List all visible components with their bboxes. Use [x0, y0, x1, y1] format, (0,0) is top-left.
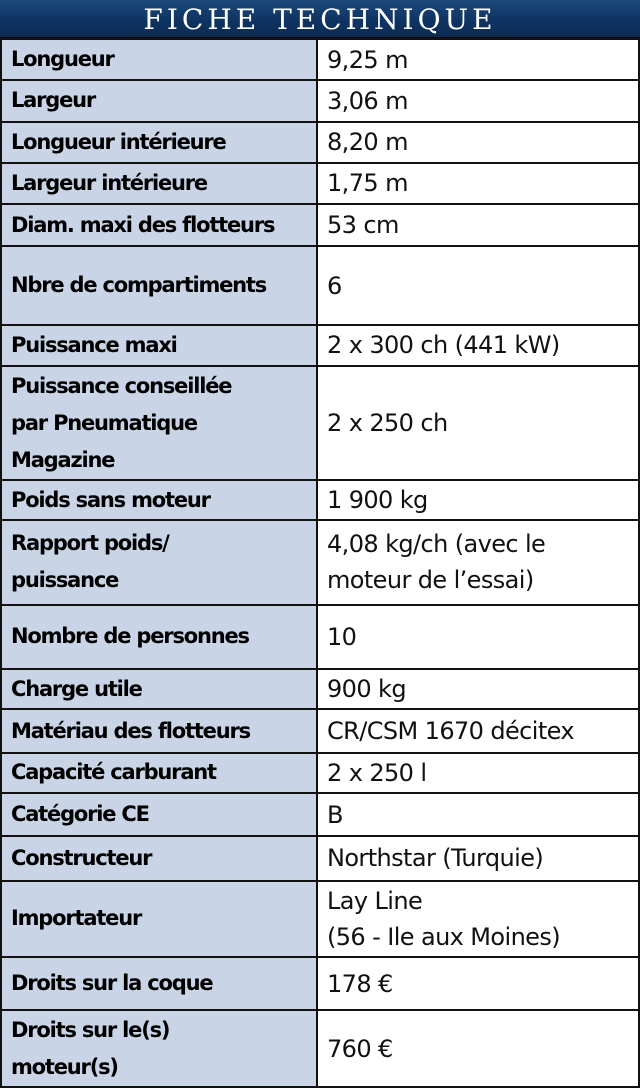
- spec-label-line: moteur(s): [11, 1054, 118, 1079]
- spec-label-line: Matériau des flotteurs: [11, 718, 250, 743]
- spec-row: [1, 957, 639, 1010]
- spec-value: [317, 669, 639, 709]
- spec-value-line: 53 cm: [327, 211, 399, 240]
- spec-label: [1, 122, 317, 163]
- spec-label-line: Rapport poids/: [11, 531, 169, 556]
- spec-row: [1, 709, 639, 752]
- spec-label-line: Poids sans moteur: [11, 487, 210, 512]
- spec-value-line: Northstar (Turquie): [327, 844, 544, 873]
- spec-label-line: Puissance maxi: [11, 332, 177, 357]
- spec-value: [317, 163, 639, 204]
- spec-label-line: Magazine: [11, 447, 115, 472]
- spec-value: [317, 520, 639, 605]
- spec-label-line: Diam. maxi des flotteurs: [11, 212, 275, 237]
- spec-label: [1, 669, 317, 709]
- spec-label: [1, 325, 317, 366]
- spec-value-line: 2 x 250 ch: [327, 409, 448, 437]
- spec-label-line: puissance: [11, 568, 119, 593]
- spec-label-line: Catégorie CE: [11, 802, 149, 827]
- spec-label: [1, 366, 317, 480]
- spec-value-line: 10: [327, 622, 357, 651]
- spec-value-line: CR/CSM 1670 décitex: [327, 717, 574, 746]
- spec-value: [317, 246, 639, 325]
- spec-label: [1, 480, 317, 520]
- spec-label-line: Charge utile: [11, 676, 142, 701]
- spec-label: [1, 1010, 317, 1087]
- spec-value: [317, 122, 639, 163]
- spec-value-line: 1 900 kg: [327, 486, 428, 514]
- spec-row: [1, 793, 639, 836]
- spec-row: [1, 836, 639, 880]
- spec-value: [317, 325, 639, 366]
- spec-label-line: Droits sur la coque: [11, 971, 213, 996]
- spec-value: [317, 709, 639, 752]
- spec-value-line: 4,08 kg/ch (avec le: [327, 530, 546, 559]
- spec-label: [1, 204, 317, 246]
- spec-label-line: Nbre de compartiments: [11, 273, 267, 298]
- spec-value-line: 2 x 250 l: [327, 758, 427, 787]
- spec-row: [1, 204, 639, 246]
- spec-label-line: Droits sur le(s): [11, 1017, 170, 1042]
- spec-label-line: Capacité carburant: [11, 760, 216, 785]
- spec-value-line: (56 - Ile aux Moines): [327, 922, 561, 951]
- spec-value-line: 6: [327, 271, 342, 300]
- spec-row: [1, 246, 639, 325]
- spec-row: [1, 753, 639, 793]
- spec-row: [1, 80, 639, 121]
- spec-value-line: 2 x 300 ch (441 kW): [327, 331, 560, 360]
- spec-label: [1, 605, 317, 669]
- spec-row: [1, 881, 639, 958]
- spec-value: [317, 881, 639, 958]
- spec-label: [1, 957, 317, 1010]
- spec-label: [1, 709, 317, 752]
- spec-value: [317, 366, 639, 480]
- spec-label-line: Importateur: [11, 906, 142, 931]
- spec-value-line: B: [327, 800, 343, 829]
- spec-label: [1, 163, 317, 204]
- spec-row: [1, 366, 639, 480]
- spec-value: [317, 793, 639, 836]
- spec-label-line: Puissance conseillée: [11, 373, 232, 398]
- spec-value: [317, 753, 639, 793]
- spec-value-line: 900 kg: [327, 675, 406, 704]
- spec-value: [317, 957, 639, 1010]
- spec-label-line: Largeur: [11, 88, 96, 113]
- spec-label: [1, 836, 317, 880]
- spec-value: [317, 836, 639, 880]
- spec-value-line: Lay Line: [327, 886, 423, 915]
- spec-label: [1, 246, 317, 325]
- spec-label-line: Nombre de personnes: [11, 624, 249, 649]
- spec-value: [317, 480, 639, 520]
- spec-label-line: Longueur intérieure: [11, 129, 226, 154]
- spec-row: [1, 480, 639, 520]
- spec-row: [1, 669, 639, 709]
- spec-label: [1, 520, 317, 605]
- spec-value-line: 8,20 m: [327, 128, 408, 157]
- spec-label-line: Longueur: [11, 47, 114, 72]
- spec-value-line: 1,75 m: [327, 169, 408, 198]
- spec-label: [1, 39, 317, 80]
- spec-label-line: par Pneumatique: [11, 410, 197, 435]
- spec-row: [1, 325, 639, 366]
- spec-label-line: Largeur intérieure: [11, 170, 207, 195]
- spec-value: [317, 1010, 639, 1087]
- spec-value: [317, 39, 639, 80]
- spec-label: [1, 80, 317, 121]
- spec-value-line: 760 €: [327, 1034, 393, 1063]
- sheet-title: FICHE TECHNIQUE: [0, 0, 640, 38]
- spec-row: [1, 520, 639, 605]
- spec-table: [0, 38, 640, 1088]
- spec-row: [1, 163, 639, 204]
- spec-row: [1, 39, 639, 80]
- spec-value: [317, 204, 639, 246]
- spec-value: [317, 605, 639, 669]
- spec-value-line: moteur de l’essai): [327, 566, 534, 595]
- spec-row: [1, 1010, 639, 1087]
- spec-row: [1, 605, 639, 669]
- spec-value: [317, 80, 639, 121]
- spec-label: [1, 793, 317, 836]
- spec-label: [1, 753, 317, 793]
- spec-label: [1, 881, 317, 958]
- spec-value-line: 178 €: [327, 969, 393, 998]
- spec-row: [1, 122, 639, 163]
- spec-value-line: 3,06 m: [327, 86, 408, 115]
- spec-value-line: 9,25 m: [327, 45, 408, 74]
- spec-label-line: Constructeur: [11, 845, 152, 870]
